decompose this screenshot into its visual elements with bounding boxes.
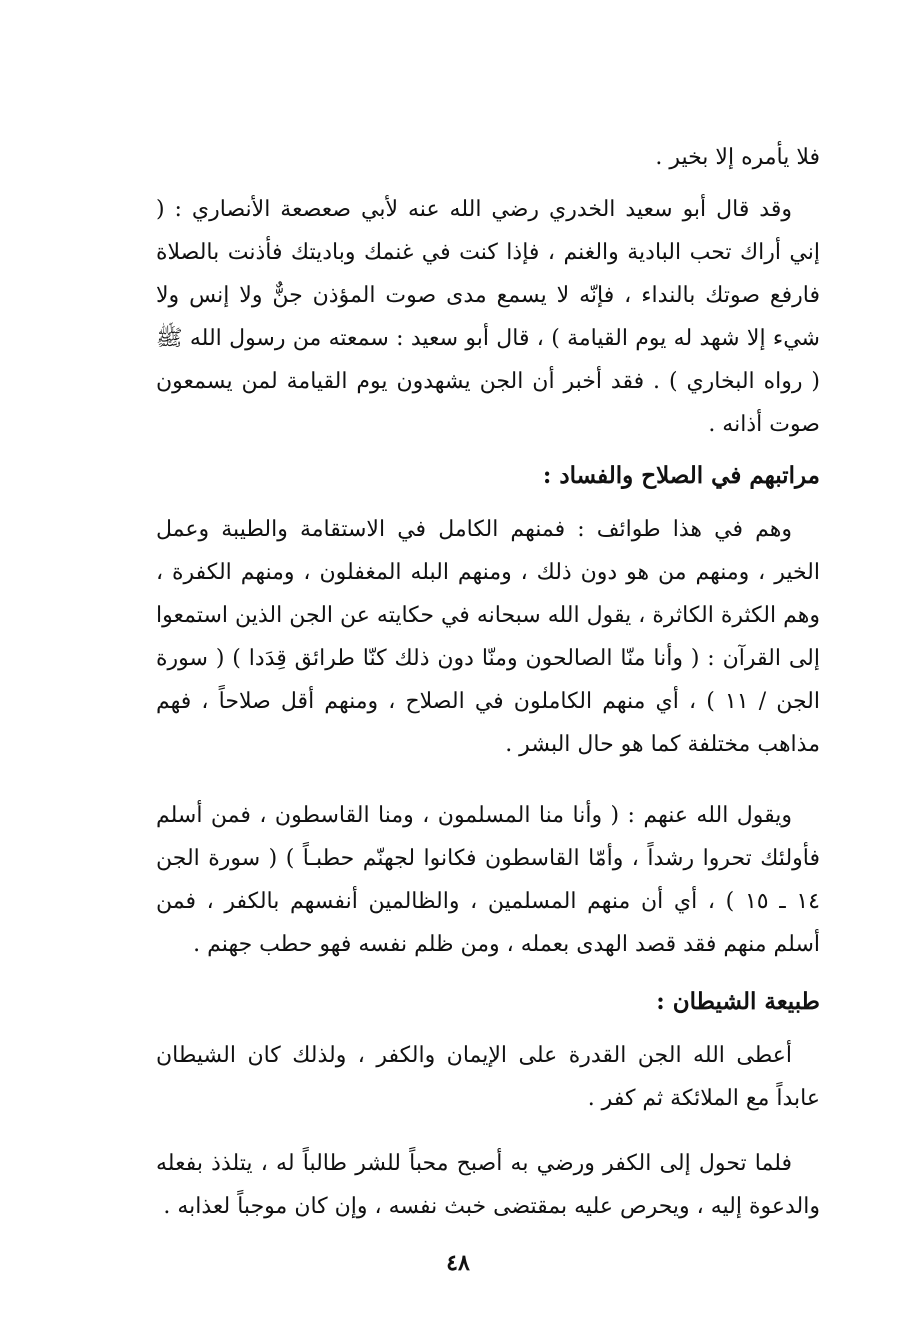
paragraph-love-of-evil: فلما تحول إلى الكفر ورضي به أصبح محباً للشر طالباً له ، يتلذذ بفعله والدعوة إليه ، ويحرص عليه بمقتضى خبث نفسه ، وإن كان موجباً لعذابه . bbox=[156, 1151, 820, 1219]
paragraph-muslims-and-unjust: ويقول الله عنهم : ( وأنا منا المسلمون ، ومنا القاسطون ، فمن أسلم فأولئك تحروا رشداً ، وأمّا القاسطون فكانوا لجهنّم حطبـاً ) ( سورة الجن ١٤ ـ ١٥ ) ، أي أن منهم المسلمين ، والظالمين أنفسهم بالكفر ، فمن أسلم منهم فقد قصد الهدى بعمله ، ومن ظلم نفسه فهو حطب جهنم . bbox=[156, 803, 820, 957]
paragraph-faith-and-disbelief: أعطى الله الجن القدرة على الإيمان والكفر ، ولذلك كان الشيطان عابداً مع الملائكة ثم كفر . bbox=[156, 1043, 820, 1111]
paragraph-jinn-groups: وهم في هذا طوائف : فمنهم الكامل في الاستقامة والطيبة وعمل الخير ، ومنهم من هو دون ذلك ، ومنهم البله المغفلون ، ومنهم الكفرة ، وهم الكثرة الكاثرة ، يقول الله سبحانه في حكايته عن الجن الذين استمعوا إلى القرآن : ( وأنا منّا الصالحون ومنّا دون ذلك كنّا طرائق قِدَدا ) ( سورة الجن / ١١ ) ، أي منهم الكاملون في الصلاح ، ومنهم أقل صلاحاً ، فهم مذاهب مختلفة كما هو حال البشر . bbox=[156, 517, 820, 757]
section-heading-satan-nature: طبيعة الشيطان : bbox=[656, 988, 820, 1015]
section-heading-ranks: مراتبهم في الصلاح والفساد : bbox=[542, 462, 820, 489]
paragraph-abu-said-hadith: وقد قال أبو سعيد الخدري رضي الله عنه لأبي صعصعة الأنصاري : ( إني أراك تحب البادية والغنم ، فإذا كنت في غنمك وباديتك فأذنت بالصلاة فارفع صوتك بالنداء ، فإنّه لا يسمع مدى صوت المؤذن جنٌّ ولا إنس ولا شيء إلا شهد له يوم القيامة ) ، قال أبو سعيد : سمعته من رسول الله ﷺ ( رواه البخاري ) . فقد أخبر أن الجن يشهدون يوم القيامة لمن يسمعون صوت أذانه . bbox=[156, 197, 820, 437]
page-number: ٤٨ bbox=[446, 1250, 470, 1276]
paragraph-continuation: فلا يأمره إلا بخير . bbox=[655, 145, 820, 170]
